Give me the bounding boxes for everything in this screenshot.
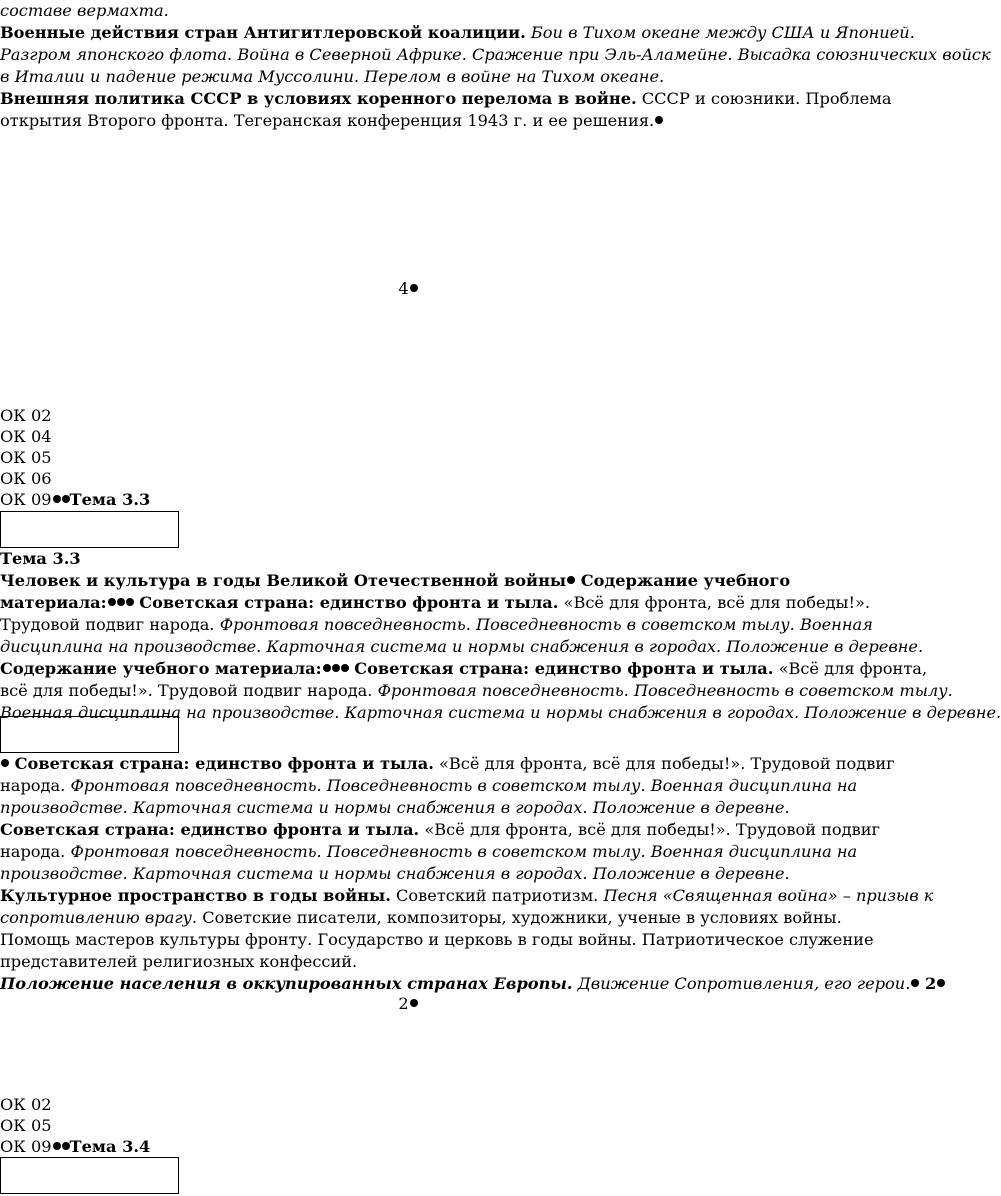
empty-cell-box	[0, 511, 179, 548]
bullet-icon	[323, 664, 331, 672]
text-line: материала: Советская страна: единство фронта и тыла. «Всё для фронта, всё для победы!».	[0, 593, 870, 612]
text-line: Советская страна: единство фронта и тыла. «Всё для фронта, всё для победы!». Трудовой подвиг	[0, 820, 881, 839]
hours-count: 2	[0, 993, 816, 1015]
bullet-icon	[62, 495, 70, 503]
text-line: Советская страна: единство фронта и тыла. «Всё для фронта, всё для победы!». Трудовой подвиг	[0, 753, 816, 775]
bullet-icon	[341, 664, 349, 672]
paragraph-culture: Культурное пространство в годы войны. Советский патриотизм. Песня «Священная война» – призыв к	[0, 886, 934, 905]
text-line: Военная дисциплина на производстве. Карточная система и нормы снабжения в городах. Положение в деревне.	[0, 703, 1001, 722]
text-line: всё для победы!». Трудовой подвиг народа. Фронтовая повседневность. Повседневность в советском тылу.	[0, 681, 953, 700]
bullet-icon	[117, 598, 125, 606]
empty-cell-box	[0, 716, 179, 753]
text-line: Разгром японского флота. Война в Северной Африке. Сражение при Эль-Аламейне. Высадка союзнических войск	[0, 45, 991, 64]
bullet-icon	[410, 999, 418, 1007]
bullet-icon	[332, 664, 340, 672]
text-line: сопротивлению врагу. Советские писатели, композиторы, художники, ученые в условиях войны.	[0, 908, 842, 927]
hours-count: 4	[0, 278, 816, 300]
competence-code: ОК 06	[0, 469, 52, 488]
text-line: производстве. Карточная система и нормы снабжения в городах. Положение в деревне.	[0, 798, 790, 817]
topic-title: Тема 3.3	[0, 549, 81, 568]
competence-code: ОК 02	[0, 406, 52, 425]
bullet-icon	[126, 598, 134, 606]
competence-code: ОК 04	[0, 427, 52, 446]
bullet-icon	[53, 495, 61, 503]
competence-code: ОК 02	[0, 1095, 52, 1114]
bullet-icon	[937, 979, 945, 987]
competence-code: ОК 05	[0, 448, 52, 467]
text-line: представителей религиозных конфессий.	[0, 952, 358, 971]
text-line: в Италии и падение режима Муссолини. Перелом в войне на Тихом океане.	[0, 67, 665, 86]
text-line: производстве. Карточная система и нормы снабжения в городах. Положение в деревне.	[0, 864, 790, 883]
competence-code-topic-row: ОК 09 Тема 3.3	[0, 490, 151, 509]
paragraph-occupied-europe: Положение населения в оккупированных странах Европы. Движение Сопротивления, его герои. 2	[0, 973, 816, 995]
topic-heading: Человек и культура в годы Великой Отечественной войны Содержание учебного	[0, 571, 791, 590]
text-line: народа. Фронтовая повседневность. Повседневность в советском тылу. Военная дисциплина на	[0, 776, 858, 795]
text-line: народа. Фронтовая повседневность. Повседневность в советском тылу. Военная дисциплина на	[0, 842, 858, 861]
competence-code: ОК 05	[0, 1116, 52, 1135]
text-line: открытия Второго фронта. Тегеранская конференция 1943 г. и ее решения.	[0, 110, 816, 132]
bullet-icon	[567, 576, 575, 584]
paragraph-military-actions: Военные действия стран Антигитлеровской коалиции. Бои в Тихом океане между США и Японией.	[0, 23, 915, 42]
text-line: составе вермахта.	[0, 1, 169, 20]
text-line: Содержание учебного материала: Советская страна: единство фронта и тыла. «Всё для фронта,	[0, 659, 928, 678]
bullet-icon	[410, 284, 418, 292]
bullet-icon	[108, 598, 116, 606]
bullet-icon	[655, 116, 663, 124]
bullet-icon	[62, 1142, 70, 1150]
text-line: Трудовой подвиг народа. Фронтовая повседневность. Повседневность в советском тылу. Военная	[0, 615, 873, 634]
text-line: Помощь мастеров культуры фронту. Государство и церковь в годы войны. Патриотическое служение	[0, 930, 874, 949]
competence-code-topic-row: ОК 09 Тема 3.4	[0, 1137, 151, 1156]
text-line: дисциплина на производстве. Карточная система и нормы снабжения в городах. Положение в деревне.	[0, 637, 924, 656]
empty-cell-box	[0, 1157, 179, 1194]
bullet-icon	[53, 1142, 61, 1150]
paragraph-foreign-policy: Внешняя политика СССР в условиях коренного перелома в войне. СССР и союзники. Проблема	[0, 89, 892, 108]
bullet-icon	[1, 759, 9, 767]
